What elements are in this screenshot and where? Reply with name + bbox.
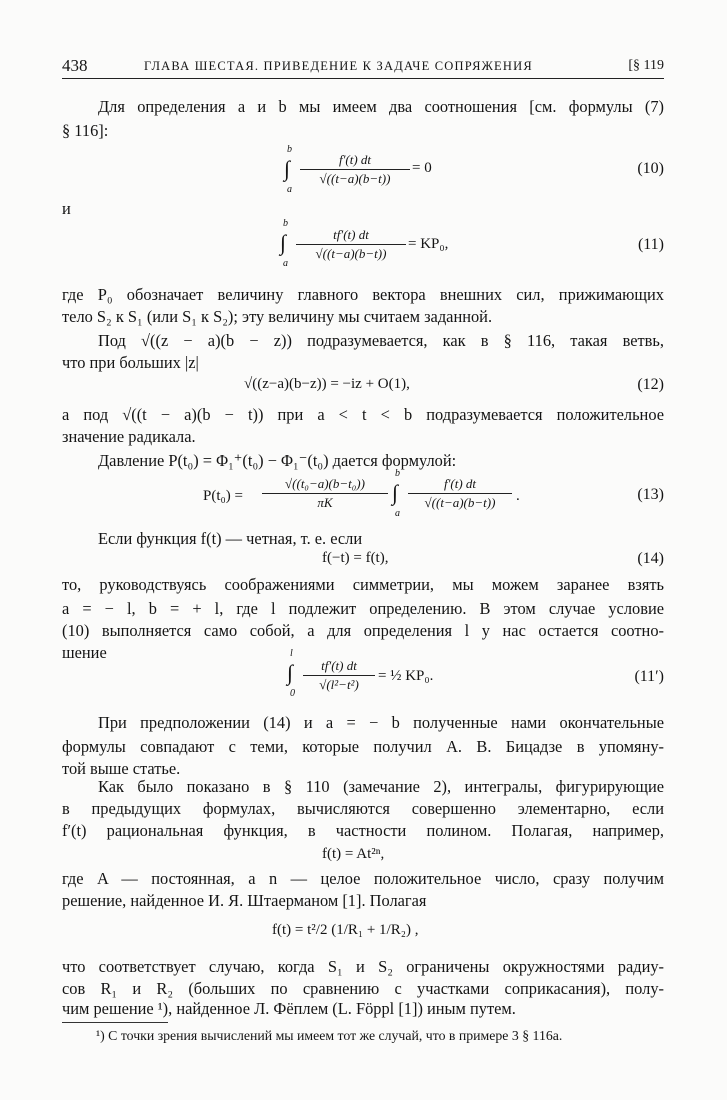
paragraph-line: где A — постоянная, а n — целое положительное число, сразу получим	[62, 869, 664, 888]
footnote-rule	[62, 1022, 168, 1023]
paragraph-line: значение радикала.	[62, 427, 196, 446]
fraction	[262, 476, 388, 511]
fraction	[303, 658, 375, 693]
paragraph-line: решение, найденное И. Я. Штаерманом [1]. Полагая	[62, 891, 427, 910]
paragraph-line: шение	[62, 643, 107, 662]
paragraph-line: (10) выполняется само собой, а для определения l у нас остается соотно-	[62, 621, 664, 640]
paragraph-line: § 116]:	[62, 121, 109, 140]
fraction	[300, 152, 410, 187]
integral-sign: ∫	[280, 230, 287, 255]
integral-upper-limit: b	[283, 218, 288, 229]
numerator: tf′(t) dt	[321, 658, 357, 673]
numerator: f′(t) dt	[338, 152, 372, 167]
paragraph-line: Под √((z − a)(b − z)) подразумевается, как в § 116, такая ветвь,	[98, 331, 664, 350]
integral-upper-limit: b	[395, 468, 400, 479]
paragraph-line: Как было показано в § 110 (замечание 2), интегралы, фигурирующие	[98, 777, 664, 796]
page-number: 438	[62, 56, 88, 75]
equation-body: f(−t) = f(t),	[322, 550, 389, 566]
page-header	[62, 56, 664, 80]
equation-body: √((z−a)(b−z)) = −iz + O(1),	[244, 376, 410, 392]
numerator: √((t₀−a)(b−t₀))	[285, 476, 365, 491]
header-rule	[62, 78, 664, 79]
denominator: √((t−a)(b−t))	[315, 246, 387, 261]
paragraph-line: Давление P(t₀) = Φ₁⁺(t₀) − Φ₁⁻(t₀) дается формулой:	[98, 451, 457, 470]
numerator: f′(t) dt	[443, 476, 477, 491]
paragraph-line: где P₀ обозначает величину главного вектора внешних сил, прижимающих	[62, 285, 664, 304]
paragraph-line: формулы совпадают с теми, которые получил А. В. Бицадзе в упомяну-	[62, 737, 664, 756]
paragraph-line: а под √((t − a)(b − t)) при a < t < b подразумевается положительное	[62, 405, 664, 424]
section-marker: [§ 119	[628, 58, 664, 73]
denominator: πK	[317, 495, 333, 510]
equation-number: (13)	[637, 486, 664, 503]
paragraph-line: что соответствует случаю, когда S₁ и S₂ ограничены окружностями радиу-	[62, 957, 664, 976]
integral-sign: ∫	[392, 480, 399, 505]
paragraph-line: f′(t) рациональная функция, в частности полином. Полагая, например,	[62, 821, 664, 840]
equation-number: (11)	[637, 236, 664, 253]
equation-rhs: = KP₀,	[408, 236, 449, 252]
paragraph-line: то, руководствуясь соображениями симметрии, мы можем заранее взять	[62, 575, 664, 594]
denominator: √((t−a)(b−t))	[424, 495, 496, 510]
integral-sign: ∫	[287, 660, 294, 685]
paragraph-line: Если функция f(t) — четная, т. е. если	[98, 529, 363, 548]
paragraph-line: сов R₁ и R₂ (больших по сравнению с участками соприкасания), полу-	[62, 979, 664, 998]
integral-lower-limit: a	[283, 258, 288, 269]
fraction	[408, 476, 512, 511]
denominator: √(l²−t²)	[319, 677, 359, 692]
running-title: ГЛАВА ШЕСТАЯ. ПРИВЕДЕНИЕ К ЗАДАЧЕ СОПРЯЖЕНИЯ	[144, 59, 533, 73]
equation-body: f(t) = At²ⁿ,	[322, 846, 385, 862]
period: .	[516, 488, 520, 504]
equation-number: (12)	[637, 376, 664, 393]
denominator: √((t−a)(b−t))	[319, 171, 391, 186]
equation-lhs: P(t₀) =	[203, 488, 243, 504]
paragraph-line: При предположении (14) и a = − b полученные нами окончательные	[98, 713, 664, 732]
integral-lower-limit: 0	[290, 688, 295, 699]
paragraph-line: что при больших |z|	[62, 353, 199, 372]
paragraph-line: тело S₂ к S₁ (или S₁ к S₂); эту величину мы считаем заданной.	[62, 307, 493, 326]
integral-upper-limit: l	[290, 648, 293, 659]
equation-number: (11′)	[634, 668, 664, 685]
equation-rhs: = 0	[412, 160, 432, 176]
integral-lower-limit: a	[395, 508, 400, 519]
paragraph-line: чим решение ¹), найденное Л. Фёплем (L. Föppl [1]) иным путем.	[62, 999, 516, 1018]
integral-sign: ∫	[284, 156, 291, 181]
integral-lower-limit: a	[287, 184, 292, 195]
numerator: tf′(t) dt	[333, 227, 369, 242]
paragraph-line: и	[62, 199, 71, 218]
paragraph-line: a = − l, b = + l, где l подлежит определению. В этом случае условие	[62, 599, 664, 618]
equation-rhs: = ½ KP₀.	[378, 668, 434, 684]
integral-upper-limit: b	[287, 144, 292, 155]
equation-body: f(t) = t²/2 (1/R₁ + 1/R₂) ,	[272, 922, 419, 938]
paragraph-line: в предыдущих формулах, вычисляются совершенно элементарно, если	[62, 799, 664, 818]
equation-number: (10)	[637, 160, 664, 177]
footnote: ¹) С точки зрения вычислений мы имеем тот же случай, что в примере 3 § 116а.	[96, 1028, 563, 1043]
equation-number: (14)	[637, 550, 664, 567]
paragraph-line: Для определения a и b мы имеем два соотношения [см. формулы (7)	[98, 97, 664, 116]
paragraph-line: той выше статье.	[62, 759, 181, 778]
fraction	[296, 227, 406, 262]
